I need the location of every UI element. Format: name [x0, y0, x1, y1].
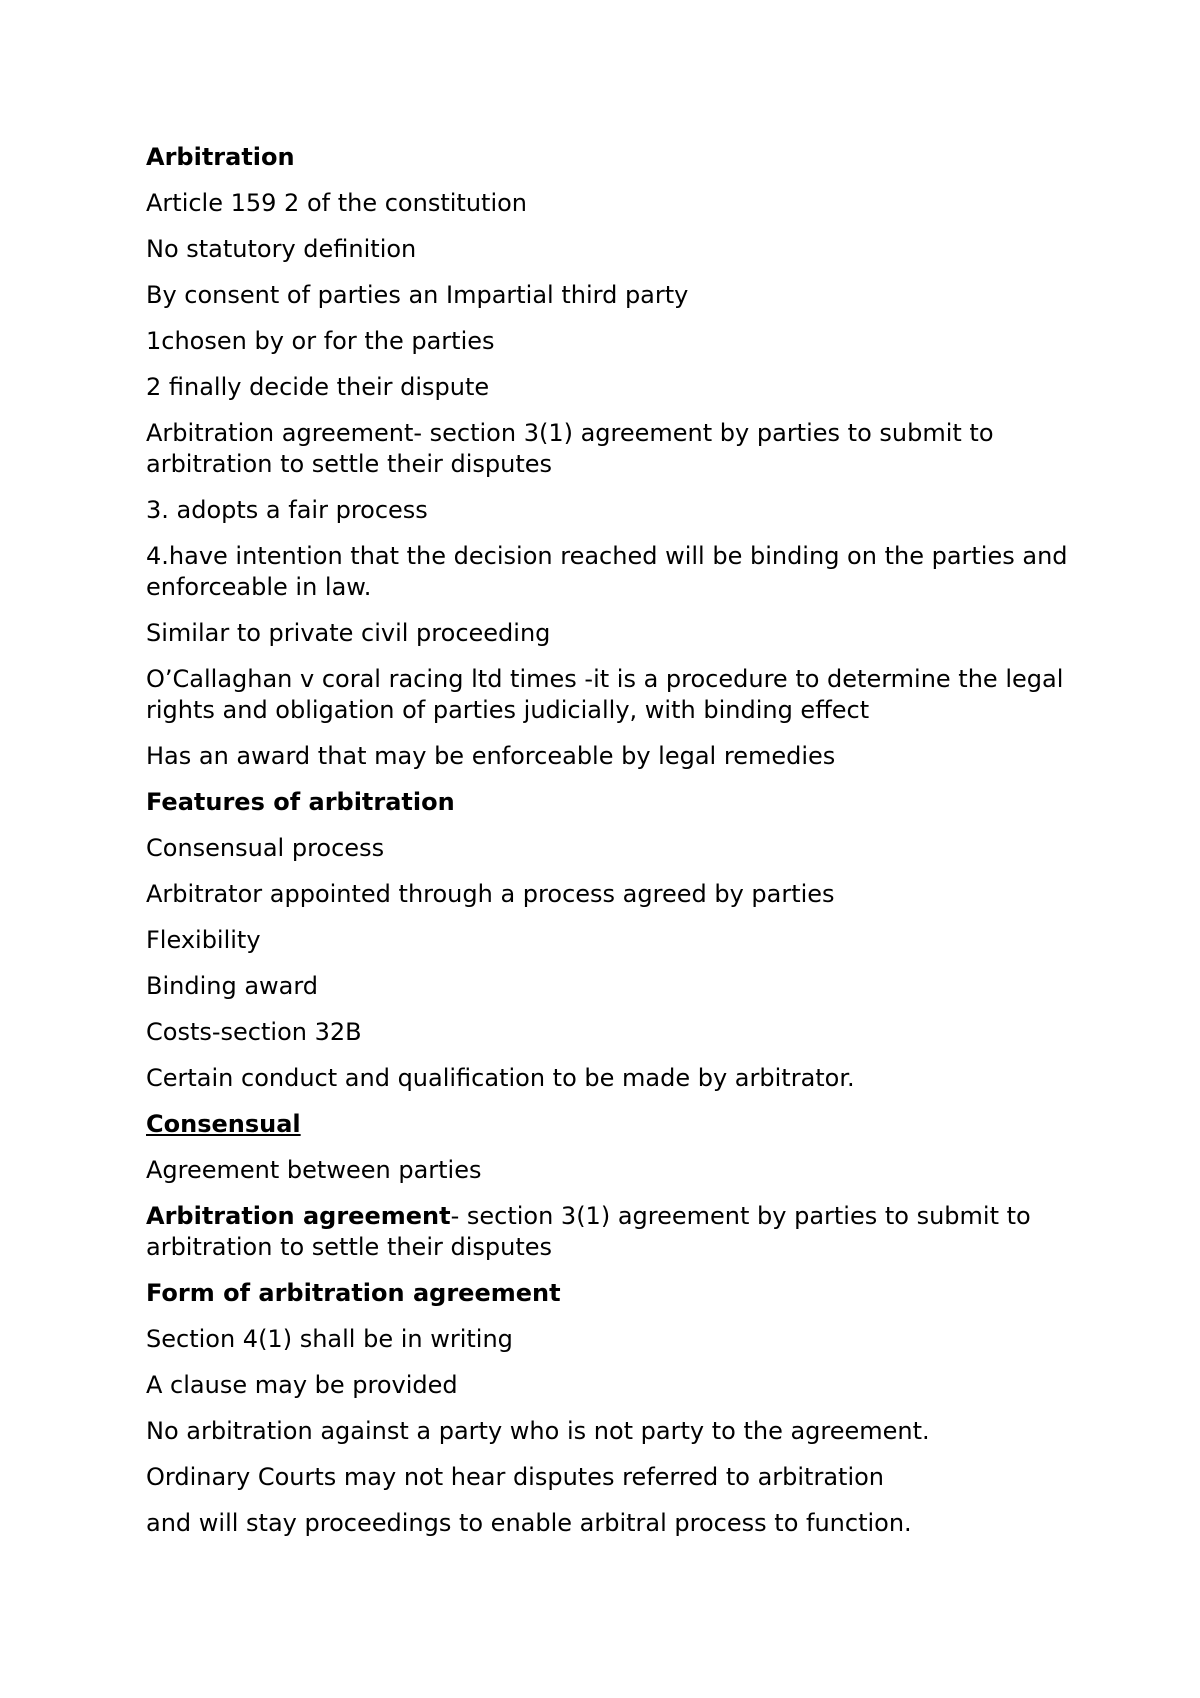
- feature-item: Flexibility: [146, 926, 261, 954]
- feature-item: Arbitrator appointed through a process agreed by parties: [146, 880, 835, 908]
- paragraph: Article 159 2 of the constitution: [146, 189, 527, 217]
- paragraph: O’Callaghan v coral racing ltd times -it is a procedure to determine the legal rights and obligation of parties judicially, with binding effect: [146, 665, 1064, 724]
- form-item: and will stay proceedings to enable arbitral process to function.: [146, 1509, 912, 1537]
- consensual-heading: Consensual: [146, 1110, 301, 1138]
- form-item: Section 4(1) shall be in writing: [146, 1325, 513, 1353]
- feature-item: Consensual process: [146, 834, 385, 862]
- arbitration-agreement-text: - section 3(1) agreement by parties to submit to arbitration to settle their disputes: [146, 1202, 1031, 1261]
- features-heading: Features of arbitration: [146, 788, 455, 816]
- feature-item: Costs-section 32B: [146, 1018, 362, 1046]
- paragraph: By consent of parties an Impartial third party: [146, 281, 689, 309]
- feature-item: Certain conduct and qualification to be made by arbitrator.: [146, 1064, 855, 1092]
- paragraph: 2 finally decide their dispute: [146, 373, 490, 401]
- form-item: A clause may be provided: [146, 1371, 458, 1399]
- form-item: Ordinary Courts may not hear disputes referred to arbitration: [146, 1463, 884, 1491]
- feature-item: Binding award: [146, 972, 319, 1000]
- paragraph: Similar to private civil proceeding: [146, 619, 551, 647]
- arbitration-agreement-label: Arbitration agreement: [146, 1202, 451, 1230]
- document-body: [146, 142, 1076, 1554]
- paragraph: 4.have intention that the decision reached will be binding on the parties and enforceable in law.: [146, 542, 1068, 601]
- paragraph: Has an award that may be enforceable by legal remedies: [146, 742, 836, 770]
- form-heading: Form of arbitration agreement: [146, 1279, 561, 1307]
- form-item: No arbitration against a party who is not party to the agreement.: [146, 1417, 930, 1445]
- consensual-text: Agreement between parties: [146, 1156, 482, 1184]
- paragraph: 3. adopts a fair process: [146, 496, 428, 524]
- paragraph: 1chosen by or for the parties: [146, 327, 495, 355]
- paragraph: Arbitration agreement- section 3(1) agreement by parties to submit to arbitration to settle their disputes: [146, 419, 994, 478]
- arbitration-agreement-paragraph: [146, 1201, 1076, 1263]
- paragraph: No statutory definition: [146, 235, 417, 263]
- document-title: Arbitration: [146, 143, 295, 171]
